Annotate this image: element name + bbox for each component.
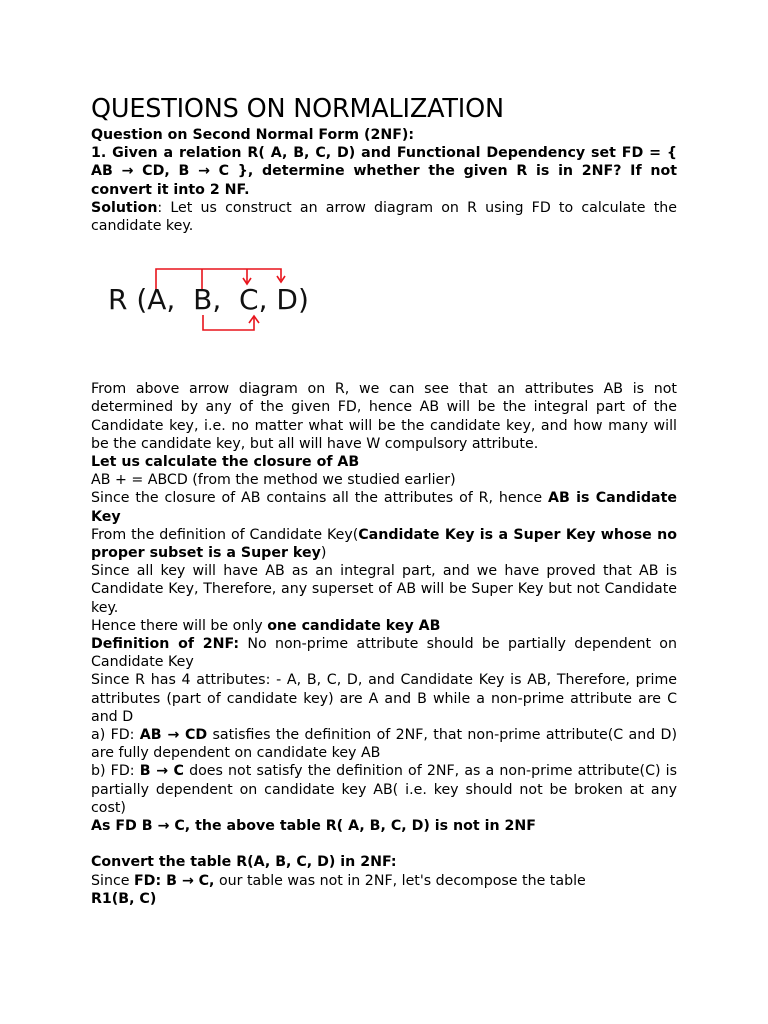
document-title: QUESTIONS ON NORMALIZATION bbox=[91, 94, 504, 124]
definition-2nf: Definition of 2NF: No non-prime attribute should be partially dependent on Candidate Key bbox=[91, 636, 677, 671]
closure-line: AB + = ABCD (from the method we studied earlier) bbox=[91, 472, 456, 489]
paragraph-arrow-explanation: From above arrow diagram on R, we can see that an attributes AB is not determined by any of the given FD, hence AB will be the integral part of the Candidate key, i.e. no matter what will be the candidate key, and how many will be the candidate key, but all will have W compulsory attribute. bbox=[91, 381, 677, 452]
bottom-arrow bbox=[203, 315, 259, 330]
convert-heading: Convert the table R(A, B, C, D) in 2NF: bbox=[91, 854, 397, 871]
definition-candidate-key: From the definition of Candidate Key(Candidate Key is a Super Key whose no proper subset is a Super key) bbox=[91, 526, 677, 562]
paragraph-superset: Since all key will have AB as an integral part, and we have proved that AB is Candidate Key, Therefore, any superset of AB will be Super Key but not Candidate key. bbox=[91, 563, 677, 616]
relation-r1: R1(B, C) bbox=[91, 890, 157, 907]
arrow-diagram bbox=[0, 235, 768, 380]
document-page bbox=[91, 92, 677, 908]
since-fd: Since FD: B → C, our table was not in 2NF, let's decompose the table bbox=[91, 872, 586, 889]
point-b: b) FD: B → C does not satisfy the definition of 2NF, as a non-prime attribute(C) is partially dependent on candidate key AB( i.e. key should not be broken at any cost) bbox=[91, 763, 677, 816]
closure-heading: Let us calculate the closure of AB bbox=[91, 454, 360, 471]
hence-one-key: Hence there will be only one candidate key AB bbox=[91, 617, 441, 634]
solution-paragraph: Solution: Let us construct an arrow diagram on R using FD to calculate the candidate key. bbox=[91, 199, 677, 235]
blank-line bbox=[91, 835, 677, 853]
point-a: a) FD: AB → CD satisfies the definition of 2NF, that non-prime attribute(C and D) are fully dependent on candidate key AB bbox=[91, 727, 677, 762]
relation-label: R (A, B, C, D) bbox=[108, 283, 309, 317]
question-text: 1. Given a relation R( A, B, C, D) and Functional Dependency set FD = { AB → CD, B → C }, determine whether the given R is in 2NF? If not convert it into 2 NF. bbox=[91, 145, 677, 198]
paragraph-prime-attributes: Since R has 4 attributes: - A, B, C, D, and Candidate Key is AB, Therefore, prime attributes (part of candidate key) are A and B while a non-prime attribute are C and D bbox=[91, 672, 677, 725]
arrow-diagram-svg bbox=[0, 235, 768, 380]
since-closure: Since the closure of AB contains all the attributes of R, hence AB is Candidate Key bbox=[91, 490, 677, 525]
conclusion: As FD B → C, the above table R( A, B, C, D) is not in 2NF bbox=[91, 818, 536, 835]
solution-label: Solution bbox=[91, 199, 158, 216]
section-subtitle: Question on Second Normal Form (2NF): bbox=[91, 127, 415, 143]
